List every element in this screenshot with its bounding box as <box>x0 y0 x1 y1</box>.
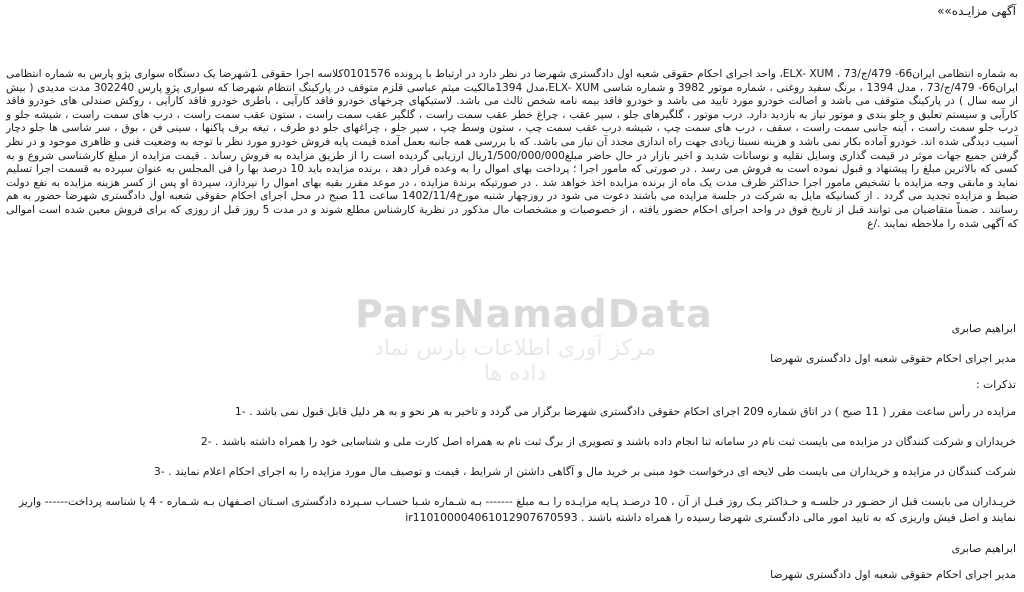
note-item: مزایده در رأس ساعت مقرر ( 11 صبح ) در اتاق شماره 209 اجرای احکام حقوقی دادگستری شهرضا برگزار می گردد و تاخیر به هر نحو و به هر دلیل قابل قبول نمی باشد . -1 <box>234 405 1016 418</box>
note-item: خریداران و شرکت کنندگان در مزایده می بایست ثبت نام در سامانه ثنا انجام داده باشند و تصویری از برگ ثبت نام به همراه اصل کارت ملی و شناسایی خود را همراه داشته باشند . -2 <box>200 435 1016 448</box>
watermark-text: ParsNamadData <box>355 292 713 336</box>
signature-name: ابراهیم صابری <box>951 322 1016 335</box>
watermark-subtext: مرکز آوری اطلاعات پارس نماد داده ها <box>373 336 657 386</box>
watermark-logo <box>355 292 713 392</box>
document-title: آگهی مزایـده»» <box>937 4 1016 18</box>
notes-heading: تذکرات : <box>975 378 1016 391</box>
auction-body-paragraph: به شماره انتظامی ایران66- 479/ج/73 ، ELX- XUM، واحد اجرای احکام حقوقی شعبه اول دادگستری شهرضا در نظر دارد در ارتباط با پرونده 0101576کلاسه اجرا حقوقی 1شهرضا یک دستگاه سواری پژو پارس به شماره انتظامی ایران66- 479/ج/73 ، مدل 1394 ، برنگ سفید روغنی ، شماره موتور 3982 و شماره شاسی ELX- XUM،مدل 1394مالکیت میثم عباسی قلزم متوقف در پارکینگ انتظام شهرضا که سواری پژو پارس 302240 مدت مدیدی ( بیش از سه سال ) در پارکینگ متوقف می باشد و اصالت خودرو مورد تایید می باشد و خودرو فاقد بیمه نامه شخص ثالث می باشد. لاستیکهای چرخهای خودرو فاقد کارآیی ، باطری خودرو فاقد کارآیی ، روکش صندلی های خودرو فاقد کارآیی و سیستم تعلیق و جلو بندی و موتور نیاز به بازدید دارد. درب موتور ، گلگیرهای جلو ، سپر عقب ، چراغ خطر عقب سمت راست ، گلگیر عقب سمت راست ، ستون عقب سمت راست ، درب های سمت راست ، شیشه جلو و درب جلو سمت راست ، آینه جانبی سمت راست ، سقف ، درب های سمت چپ ، شیشه درب عقب سمت چپ ، ستون وسط چپ ، سپر جلو ، چراغهای جلو دو طرف ، تیغه برف پاکنها ، سینی فن ، بوق ، سر شاسی ها جلو دچار آسیب دیدگی شده اند. خودرو آماده بکار نمی باشد و هزینه نسبتا زیادی جهت راه اندازی مجدد آن نیاز می باشد. که با بررسی همه جانبه بعمل آمده قیمت پایه فروش خودرو مورد نظر با توجه به وضعیت فنی و ظاهری موجود و در نظر گرفتن جمیع جهات موثر در قیمت گذاری وسایل نقلیه و نوسانات شدید و اخیر بازار در حال حاضر مبلغ1/500/000/000ریال ارزیابی گردیده است را از طریق مزایده به فروش رساند . قیمت مزایده از مبلغ کارشناسی شروع و به کسی که بالاترین مبلغ را پیشنهاد و قبول نموده است به فروش می رسد . در صورتی که مامور اجرا ؛ پرداخت بهای اموال را به وعده قرار دهد ، برنده مزایده باید 10 درصد بها را فی المجلس به عنوان سپرده به قسمت اجرا تسلیم نماید و مابقی وجه مزایده با تشخیص مامور اجرا حداکثر ظرف مدت یک ماه از برنده مزایده اخذ خواهد شد . در صورتیکه برندة مزایده ، در موعد مقرر بقیه بهای اموال را نپردازد، سپردة او پس از کسر هزینه مزایده به نفع دولت ضبط و مزایده تجدید می گردد . از کسانیکه مایل به شرکت در جلسة مزایده می باشند دعوت می شود در روزچهار شنبه مورخ1402/11/4 ساعت 11 صبح در محل اجرای احکام حقوقی شعبه اول دادگستری شهرضا حضور به هم رسانند . ضمناً متقاضیان می توانند قبل از تاریخ فوق در واحد اجرای احکام حضور یافته ، از خصوصیات و مشخصات مال مذکور در نظریة کارشناس مطلع شوند و در مدت 5 روز قبل از روزی که برای فروش معین شده است اموالی که آگهی شده را ملاحظه نمایند ./ع <box>6 68 1019 230</box>
note-item: شرکت کنندگان در مزایده و خریداران می بایست طی لایحه ای درخواست خود مبنی بر خرید مال و آگاهی داشتن از شرایط ، قیمت و توصیف مال مورد مزایده را به اجرای احکام اعلام نمایند . -3 <box>153 465 1016 478</box>
signature-name: ابراهیم صابری <box>951 542 1016 555</box>
signature-role: مدیر اجرای احکام حقوقی شعبه اول دادگستری شهرضا <box>770 568 1016 581</box>
signature-role: مدیر اجرای احکام حقوقی شعبه اول دادگستری شهرضا <box>770 352 1016 365</box>
note-item: خریـداران می بایست قبل از حضـور در جلسـه و حـداکثر یـک روز قبـل از آن ، 10 درصـد پـایه مزایـده را بـه مبلغ ------- بـه شـماره شـبا حسـاب سـپرده دادگستری اسـتان اصـفهان بـه شـماره - 4 یا شناسه پرداخت------ واریز نمایند و اصل فیش واریزی که به تایید امور مالی دادگستری شهرضا رسیده را همراه داشته باشند . ir110100004061012907670593 <box>18 495 1016 524</box>
